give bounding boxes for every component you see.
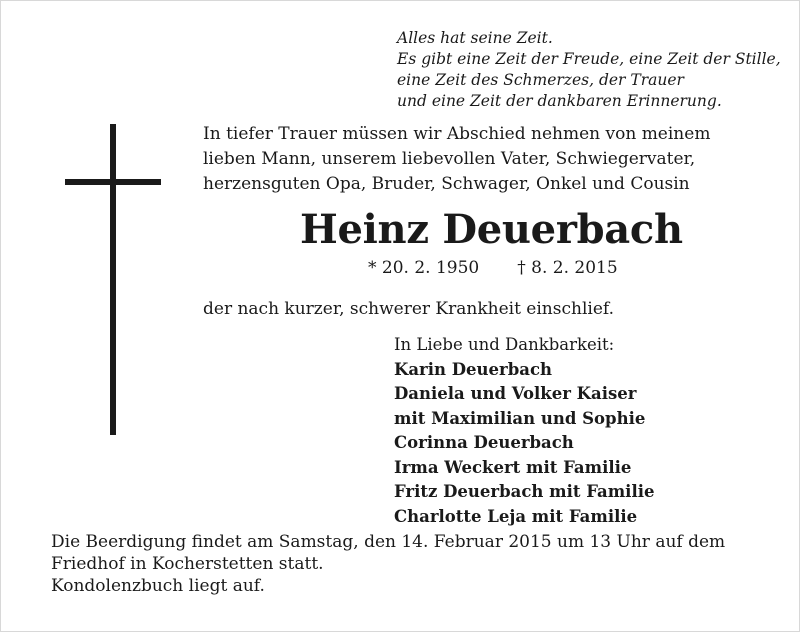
funeral-notice bbox=[51, 531, 725, 597]
mourner-name: Corinna Deuerbach bbox=[394, 433, 574, 452]
death-date: † 8. 2. 2015 bbox=[517, 258, 618, 278]
mourners-block bbox=[394, 333, 655, 529]
motto-line: Alles hat seine Zeit. bbox=[397, 29, 553, 47]
life-dates bbox=[368, 256, 618, 280]
cross-horizontal-bar bbox=[65, 179, 161, 185]
intro-line: lieben Mann, unserem liebevollen Vater, Schwiegervater, bbox=[203, 149, 696, 169]
deceased-name: Heinz Deuerbach bbox=[300, 206, 683, 253]
motto-line: Es gibt eine Zeit der Freude, eine Zeit der Stille, bbox=[397, 50, 781, 68]
mourner-name: Irma Weckert mit Familie bbox=[394, 457, 632, 477]
mourner-name: mit Maximilian und Sophie bbox=[394, 408, 646, 428]
intro-text bbox=[203, 122, 710, 197]
funeral-line: Kondolenzbuch liegt auf. bbox=[51, 576, 265, 596]
mourner-name: Fritz Deuerbach mit Familie bbox=[394, 482, 655, 501]
cross-vertical-bar bbox=[110, 124, 116, 435]
mourner-name: Karin Deuerbach bbox=[394, 359, 552, 379]
mourner-name: Daniela und Volker Kaiser bbox=[394, 384, 637, 403]
illness-text: der nach kurzer, schwerer Krankheit einschlief. bbox=[203, 299, 614, 319]
mourners-lead: In Liebe und Dankbarkeit: bbox=[394, 335, 615, 354]
funeral-line: Die Beerdigung findet am Samstag, den 14. Februar 2015 um 13 Uhr auf dem bbox=[51, 532, 726, 552]
funeral-line: Friedhof in Kocherstetten statt. bbox=[51, 554, 324, 574]
birth-date: * 20. 2. 1950 bbox=[368, 258, 480, 278]
motto-quote bbox=[397, 28, 781, 112]
motto-line: und eine Zeit der dankbaren Erinnerung. bbox=[397, 92, 722, 110]
motto-line: eine Zeit des Schmerzes, der Trauer bbox=[397, 71, 684, 89]
intro-line: In tiefer Trauer müssen wir Abschied nehmen von meinem bbox=[203, 124, 711, 144]
mourner-name: Charlotte Leja mit Familie bbox=[394, 506, 638, 526]
intro-line: herzensguten Opa, Bruder, Schwager, Onkel und Cousin bbox=[203, 174, 690, 194]
